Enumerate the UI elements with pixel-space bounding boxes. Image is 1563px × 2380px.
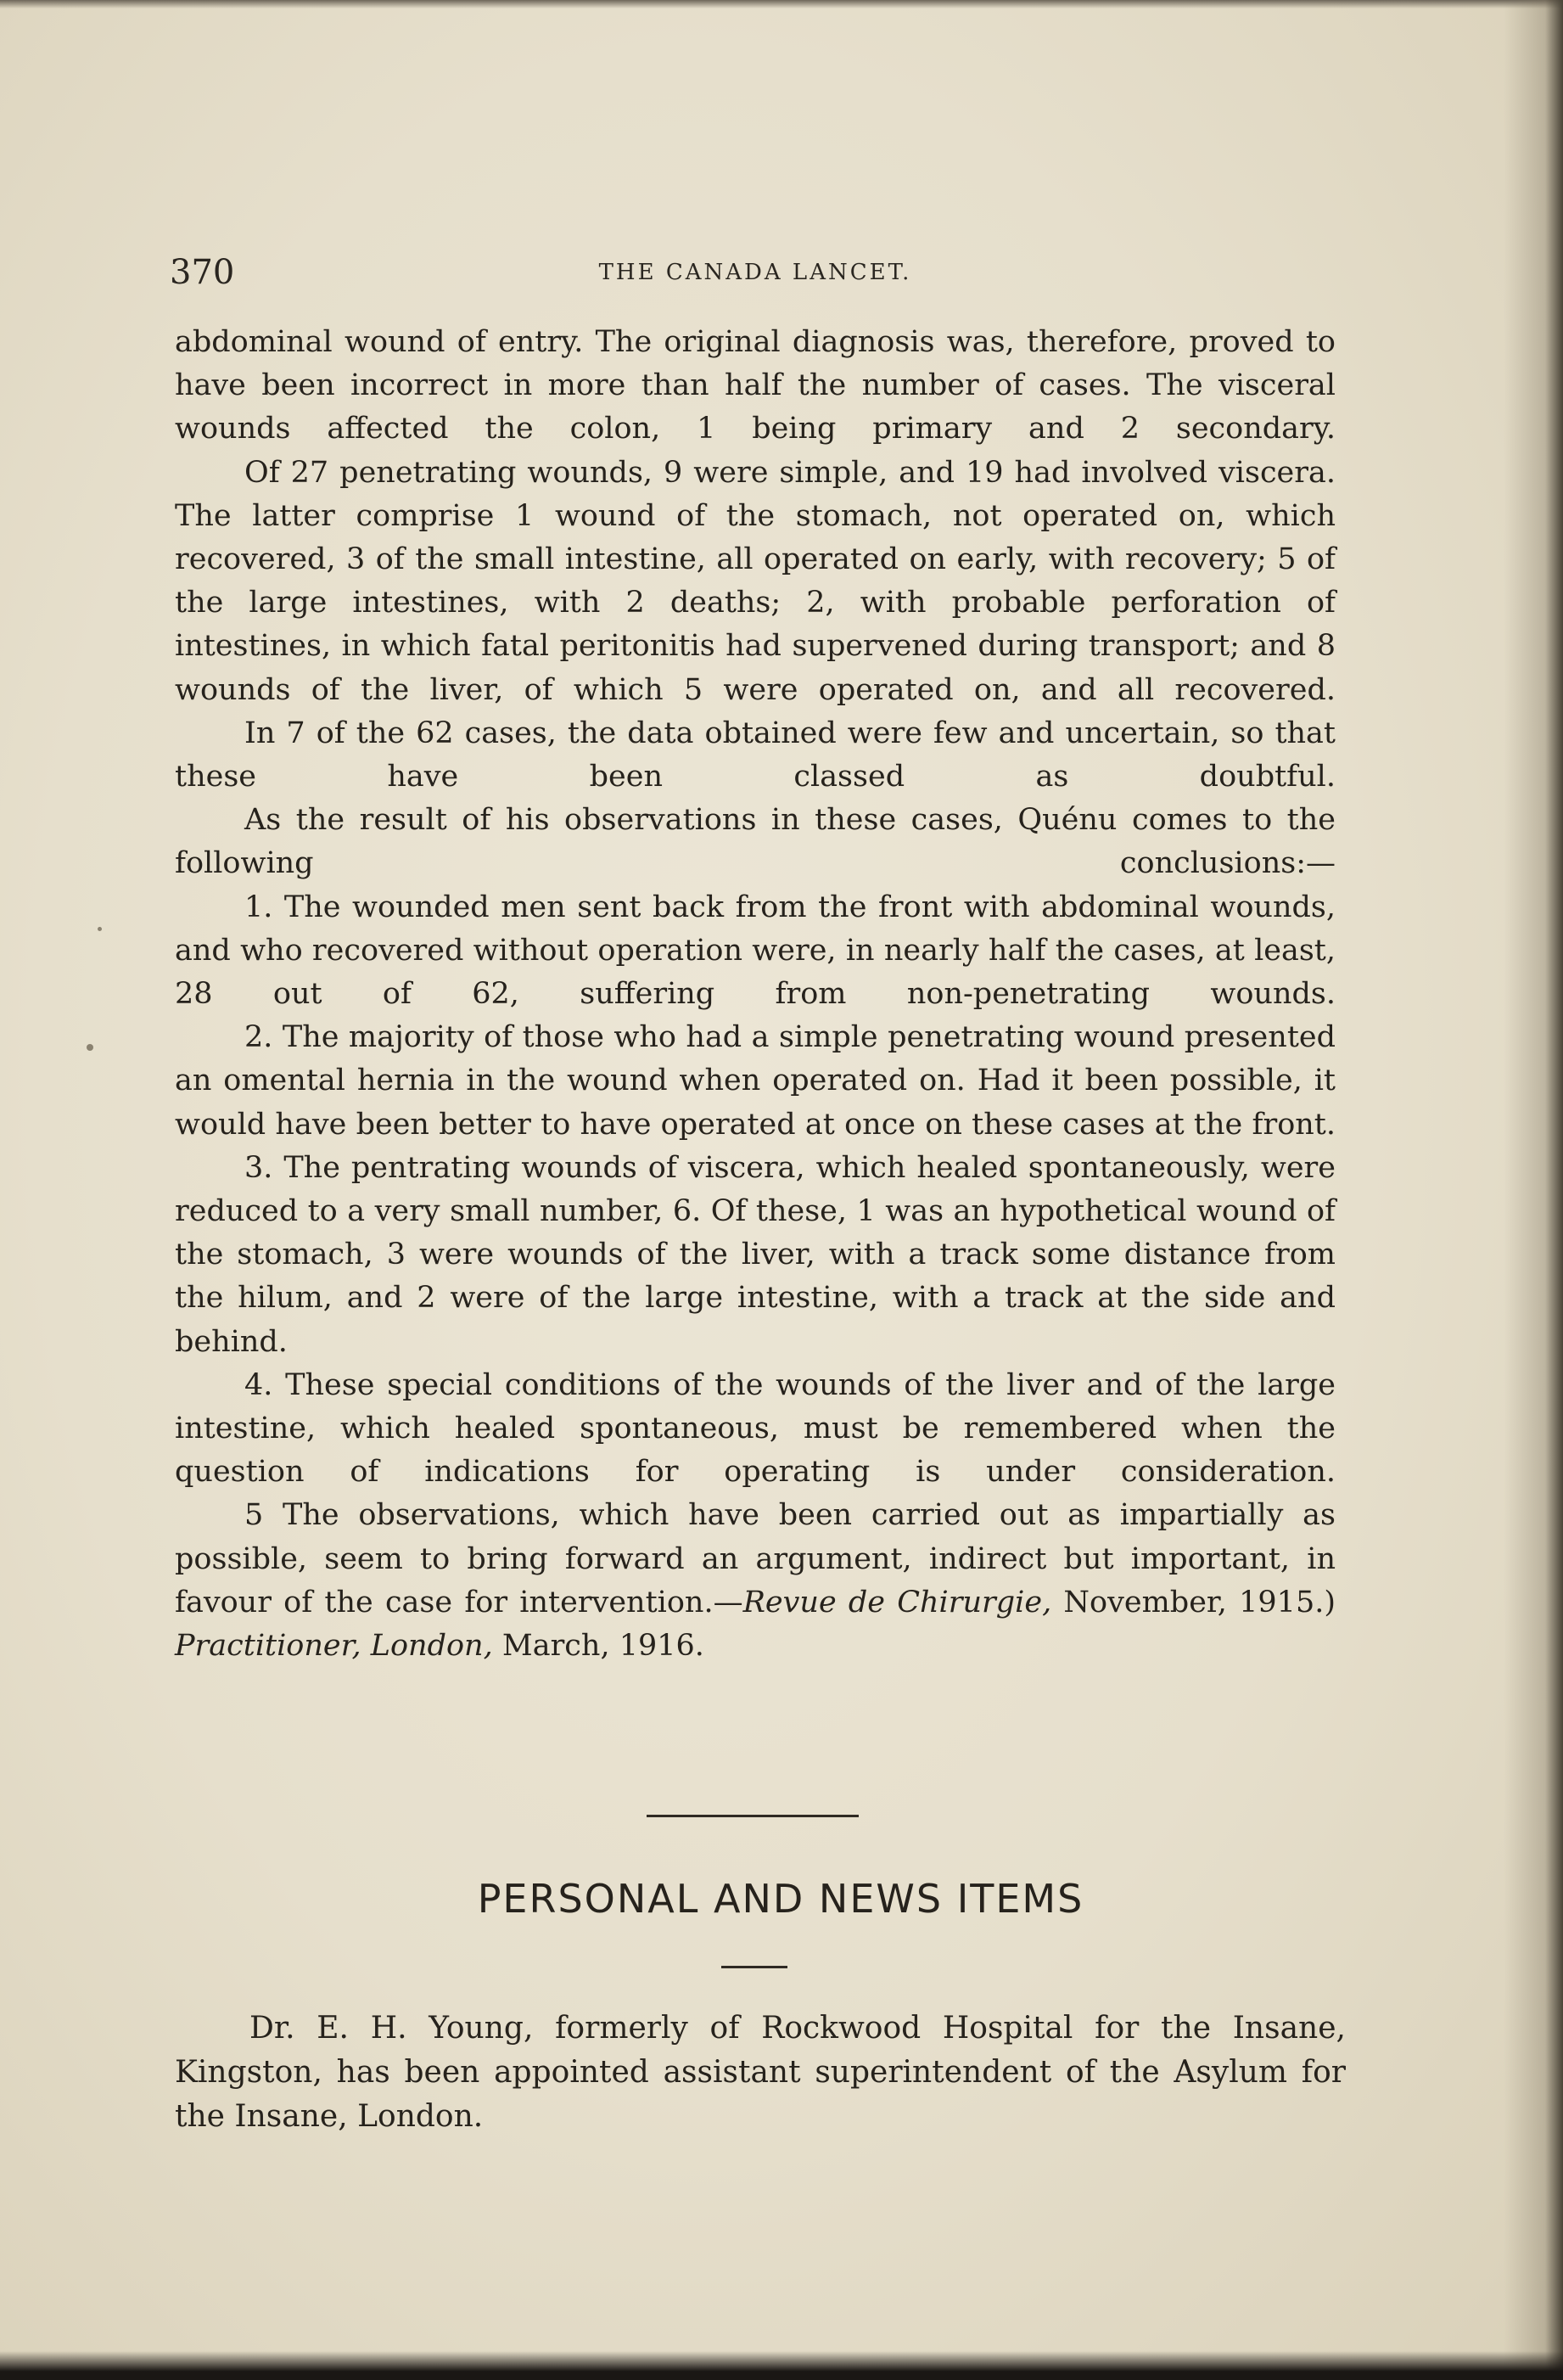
page-bottom-edge (0, 2351, 1563, 2380)
paper-speck (87, 1044, 93, 1051)
running-title: THE CANADA LANCET. (598, 260, 912, 285)
page-number: 370 (170, 253, 235, 292)
conclusion-3: 3. The pentrating wounds of viscera, which healed spontaneously, were reduced to a very small number, 6. Of these, 1 was an hypothetical wound of the stomach, 3 were wounds of the liver, with a track some distance from the hilum, and 2 were of the large intestine, with a track at the side and behind. (175, 1150, 1336, 1359)
paragraph-1: abdominal wound of entry. The original diagnosis was, therefore, proved to have been incorrect in more than half the number of cases. The visceral wounds affected the colon, 1 being primary and 2 secondary. (175, 325, 1336, 446)
conclusion-2: 2. The majority of those who had a simple penetrating wound presented an omental hernia in the wound when operated on. Had it been possible, it would have been better to have operated at once on these cases at the front. (175, 1020, 1336, 1142)
citation-date: November, 1915.) (1051, 1585, 1336, 1619)
news-item: Dr. E. H. Young, formerly of Rockwood Hospital for the Insane, Kingston, has been appointed assistant superintendent of the Asylum for the Insane, London. (175, 2011, 1346, 2134)
paragraph-3: In 7 of the 62 cases, the data obtained were few and uncertain, so that these have been classed as doubtful. (175, 716, 1336, 794)
journal-citation: Revue de Chirurgie, (742, 1585, 1052, 1619)
paragraph-4: As the result of his observations in these cases, Quénu comes to the following conclusions:— (175, 803, 1336, 881)
page-binding-edge (1504, 0, 1563, 2380)
section-divider (647, 1815, 859, 1817)
page-header (170, 253, 1341, 295)
conclusion-5-text: 5 The observations, which have been carried out as impartially as possible, seem to bring forward an argument, indirect but important, in favour of the case for intervention.— (175, 1498, 1336, 1619)
source-date: March, 1916. (492, 1629, 704, 1664)
paper-speck (98, 927, 102, 931)
page-top-edge (0, 0, 1563, 8)
title-underline (721, 1966, 787, 1968)
conclusion-4: 4. These special conditions of the wounds of the liver and of the large intestine, which healed spontaneous, must be remembered when the question of indications for operating is under consideration. (175, 1367, 1336, 1490)
conclusion-1: 1. The wounded men sent back from the front with abdominal wounds, and who recovered without operation were, in nearly half the cases, at least, 28 out of 62, suffering from non-penetrating wounds. (175, 890, 1336, 1012)
conclusion-5 (175, 1494, 1336, 1668)
paragraph-2: Of 27 penetrating wounds, 9 were simple, and 19 had involved viscera. The latter comprise 1 wound of the stomach, not operated on, which recovered, 3 of the small intestine, all operated on early, with recovery; 5 of the large intestines, with 2 deaths; 2, with probable perforation of intestines, in which fatal peritonitis had supervened during transport; and 8 wounds of the liver, of which 5 were operated on, and all recovered. (175, 455, 1336, 707)
section-title: PERSONAL AND NEWS ITEMS (477, 1876, 1084, 1922)
source-citation: Practitioner, London, (175, 1629, 493, 1664)
article-body (175, 321, 1336, 1668)
news-items (175, 2007, 1346, 2139)
